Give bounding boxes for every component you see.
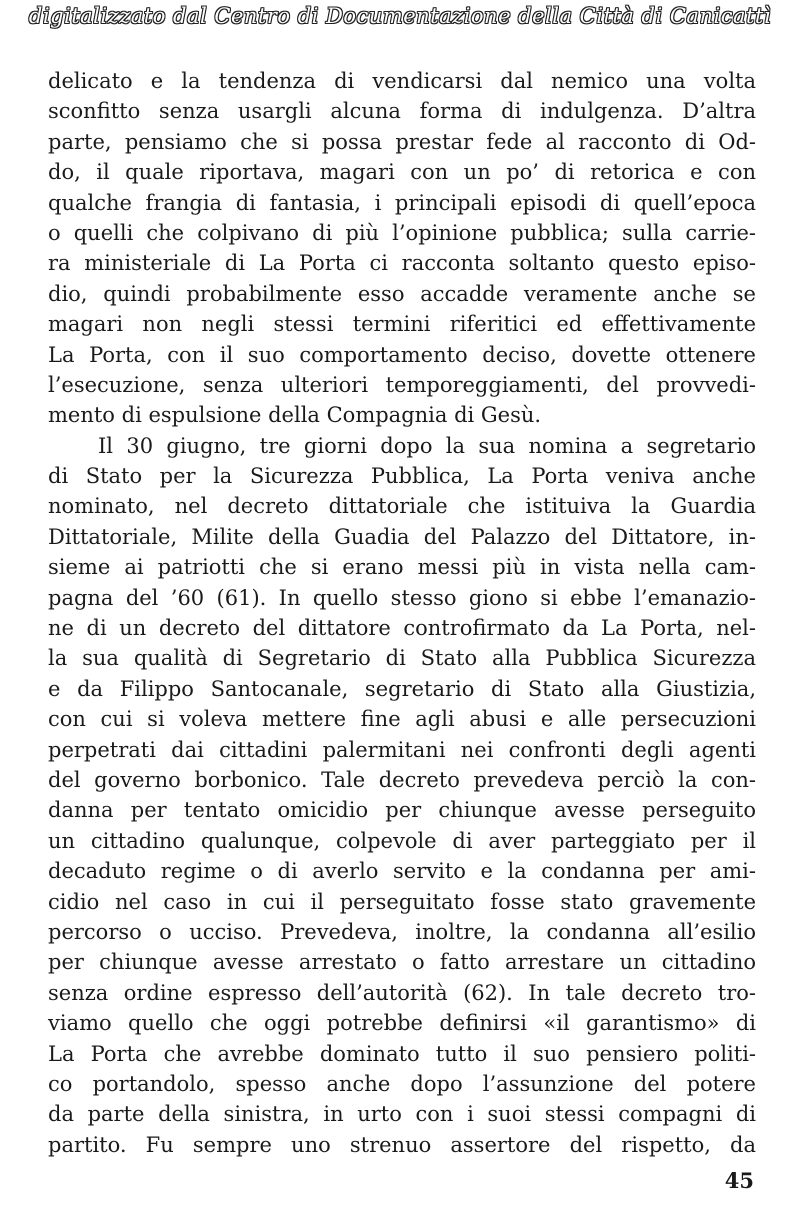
text-line: partito. Fu sempre uno strenuo assertore del rispetto, da [48,1132,756,1157]
text-line: nominato, nel decreto dittatoriale che istituiva la Guardia [48,494,756,519]
text-line: la sua qualità di Segretario di Stato alla Pubblica Sicurezza [48,646,756,671]
text-line: con cui si voleva mettere fine agli abusi e alle persecuzioni [48,707,756,732]
watermark-text: digitalizzato dal Centro di Documentazione della Città di Canicattì [28,4,772,28]
text-line: viamo quello che oggi potrebbe definirsi «il garantismo» di [48,1011,756,1036]
text-line: o quelli che colpivano di più l’opinione pubblica; sulla carrie- [48,220,756,245]
text-line: Il 30 giugno, tre giorni dopo la sua nomina a segretario [98,433,756,458]
text-line: magari non negli stessi termini riferitici ed effettivamente [48,312,756,337]
text-line: parte, pensiamo che si possa prestar fede al racconto di Od- [48,129,756,154]
text-line: l’esecuzione, senza ulteriori temporeggiamenti, del provvedi- [48,372,756,397]
text-line: senza ordine espresso dell’autorità (62). In tale decreto tro- [48,980,756,1005]
text-line: del governo borbonico. Tale decreto prevedeva perciò la con- [48,767,756,792]
text-line: do, il quale riportava, magari con un po’ di retorica e con [48,160,756,185]
text-line: e da Filippo Santocanale, segretario di Stato alla Giustizia, [48,676,756,701]
text-line: La Porta che avrebbe dominato tutto il suo pensiero politi- [48,1041,756,1066]
text-line: perpetrati dai cittadini palermitani nei confronti degli agenti [48,737,756,762]
text-line: da parte della sinistra, in urto con i suoi stessi compagni di [48,1102,756,1127]
text-line: ra ministeriale di La Porta ci racconta soltanto questo episo- [48,251,756,276]
text-line: di Stato per la Sicurezza Pubblica, La Porta veniva anche [48,464,756,489]
text-line: decaduto regime o di averlo servito e la condanna per ami- [48,859,756,884]
text-line: dio, quindi probabilmente esso accadde veramente anche se [48,281,756,306]
text-line: pagna del ’60 (61). In quello stesso giono si ebbe l’emanazio- [48,585,756,610]
text-line: delicato e la tendenza di vendicarsi dal nemico una volta [48,69,756,93]
text-line: sieme ai patriotti che si erano messi più in vista nella cam- [48,555,756,580]
text-line: mento di espulsione della Compagnia di Gesù. [48,403,542,428]
text-line: per chiunque avesse arrestato o fatto arrestare un cittadino [48,950,756,975]
text-line: ne di un decreto del dittatore controfirmato da La Porta, nel- [48,616,756,641]
text-line: La Porta, con il suo comportamento deciso, dovette ottenere [48,342,756,367]
text-line: co portandolo, spesso anche dopo l’assunzione del potere [48,1071,756,1096]
text-line: cidio nel caso in cui il perseguitato fosse stato gravemente [48,889,756,914]
text-line: sconfitto senza usargli alcuna forma di indulgenza. D’altra [48,99,756,124]
text-line: un cittadino qualunque, colpevole di aver parteggiato per il [48,828,756,853]
text-line: danna per tentato omicidio per chiunque avesse perseguito [48,798,756,823]
text-line: Dittatoriale, Milite della Guadia del Palazzo del Dittatore, in- [48,524,756,549]
page-number: 45 [724,1168,754,1193]
text-line: percorso o ucciso. Prevedeva, inoltre, la condanna all’esilio [48,919,756,944]
text-line: qualche frangia di fantasia, i principali episodi di quell’epoca [48,190,756,215]
page-text [48,66,756,1160]
